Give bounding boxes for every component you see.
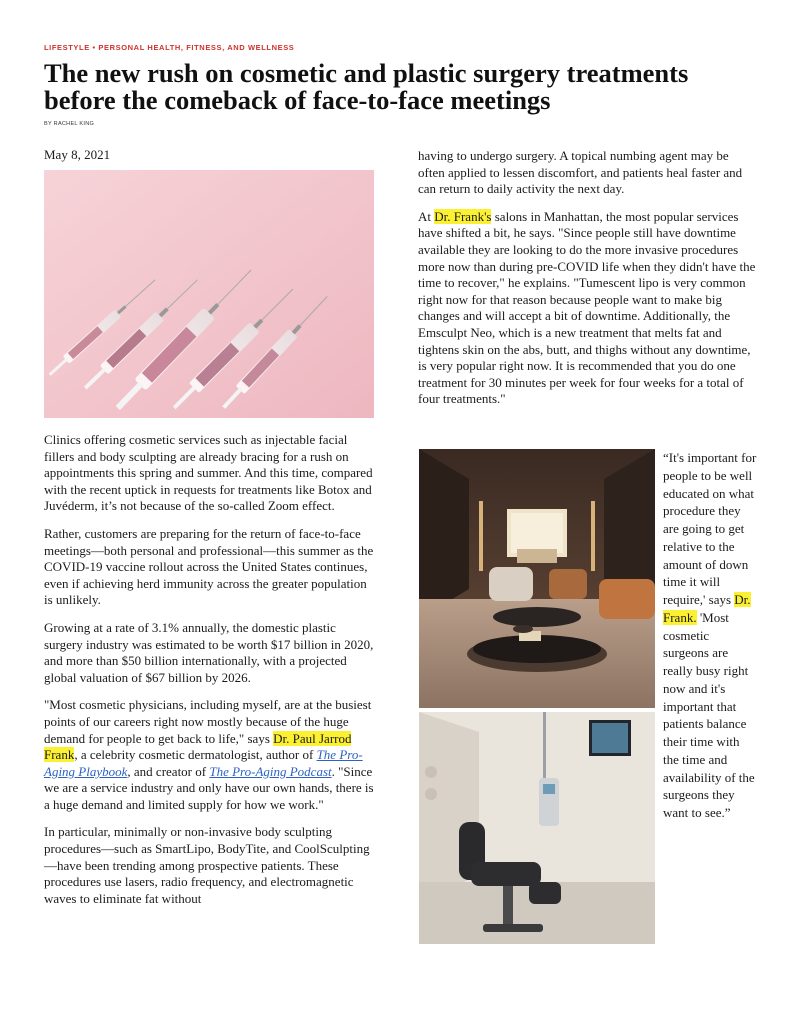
right-column <box>418 148 758 419</box>
article-kicker: LIFESTYLE • PERSONAL HEALTH, FITNESS, AND WELLNESS <box>44 43 295 52</box>
paragraph: In particular, minimally or non-invasive body sculpting procedures—such as SmartLipo, BodyTite, and CoolSculpting—have been trending among prospective patients. These procedures use lasers, radio frequency, and electromagnetic waves to eliminate fat without <box>44 824 370 906</box>
text: "Most cosmetic physicians, including myself, are at the busiest points of our careers right now mostly because of the huge demand for people to get back to life," says <box>44 697 372 746</box>
paragraph <box>44 697 374 813</box>
text: salons in Manhattan, the most popular services have shifted a bit, he says. "Since people still have downtime available they are looking to do the more invasive procedures more now than during pre-COVID life when they didn't have the time to recover," he explains. "Tumescent lipo is very common right now for that reason because people want to make big changes and will accept a bit of downtime. Additionally, the Emsculpt Neo, which is a new treatment that melts fat and tightens skin on the abs, butt, and thighs without any downtime, is very popular right now. It is recommended that you do one treatment for 30 minutes per week for four weeks for a total of four treatments." <box>418 208 756 407</box>
paragraph <box>418 209 758 408</box>
book-link[interactable]: The Pro-Aging Playbook <box>44 747 363 779</box>
treatment-room-image <box>419 712 655 944</box>
text: . "Since we are a service industry and only have our own hands, there is a huge demand and limited supply for how we work." <box>44 763 374 812</box>
paragraph: having to undergo surgery. A topical numbing agent may be often applied to lessen discomfort, and patients heal faster and can return to daily activity the next day. <box>418 148 743 197</box>
syringes-image <box>44 170 374 418</box>
name-highlight: Dr. Frank's <box>434 208 492 224</box>
article-byline: BY RACHEL KING <box>44 121 95 127</box>
pull-quote <box>663 449 758 822</box>
name-highlight: Dr. Paul Jarrod Frank <box>44 730 352 763</box>
text: , and creator of <box>127 763 210 779</box>
left-column <box>44 432 374 918</box>
lounge-image <box>419 449 655 708</box>
paragraph: Clinics offering cosmetic services such as injectable facial fillers and body sculpting are already bracing for a rush on appointments this spring and summer. And this time, compared with the recent uptick in requests for treatments like Botox and Juvéderm, it’s not because of the so-called Zoom effect. <box>44 432 373 514</box>
paragraph: Growing at a rate of 3.1% annually, the domestic plastic surgery industry was estimated to be worth $17 billion in 2020, and more than $50 billion internationally, with a projected global valuation of $67 billion by 2026. <box>44 619 374 685</box>
article-date: May 8, 2021 <box>44 147 111 162</box>
text: , a celebrity cosmetic dermatologist, author of <box>74 747 317 763</box>
text: At <box>418 208 435 224</box>
paragraph: Rather, customers are preparing for the return of face-to-face meetings—both personal and professional—this summer as the COVID-19 vaccine rollout across the United States continues, even if achieving herd immunity across the greater population is unlikely. <box>44 525 374 608</box>
podcast-link[interactable]: The Pro-Aging Podcast <box>209 763 332 779</box>
quote-text: 'Most cosmetic surgeons are really busy right now and it's important that patients balance their time with the time and availability of the surgeons they want to see.” <box>663 609 755 820</box>
article-title: The new rush on cosmetic and plastic surgery treatments before the comeback of face-to-face meetings <box>44 58 689 115</box>
name-highlight: Dr. Frank. <box>663 592 751 625</box>
quote-text: “It's important for people to be well educated on what procedure they are going to get relative to the amount of down time it will require,' says <box>663 450 757 607</box>
